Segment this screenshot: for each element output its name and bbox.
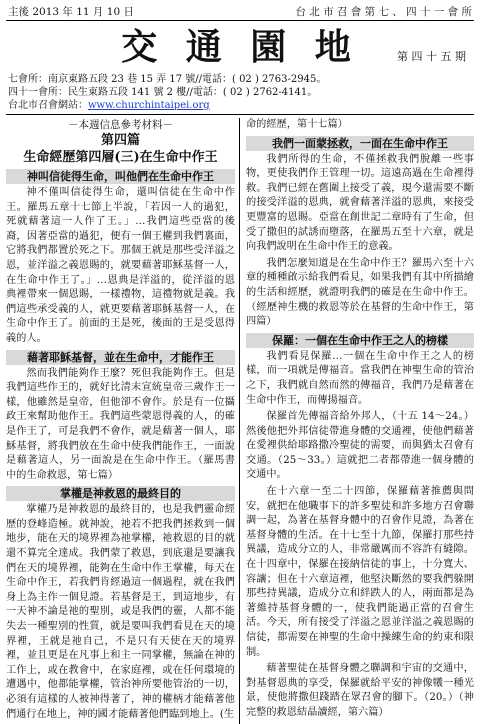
paragraph-7: 保羅首先傳福音給外邦人，（十五 14～24。）然後他把外邦信徒帶進身體的交通裡，使他們藉著在愛裡供給耶路撒冷聖徒的需要，而與猶太召會有交通。（25～33。）這就把二者都帶進一個身體的交通中。	[246, 411, 474, 481]
date-line: 主後 2013 年 11 月 10 日	[8, 6, 134, 18]
top-bar	[6, 6, 474, 21]
right-column	[240, 118, 474, 724]
left-column	[6, 118, 240, 724]
subheading-3: 掌權是神救恩的最終目的	[6, 486, 235, 501]
address-line-7: 七會所：南京東路五段 23 巷 15 弄 17 號//電話：( 02 ) 2763-2945。	[8, 74, 327, 85]
content-columns	[6, 118, 474, 724]
week-heading: 第四篇	[100, 133, 140, 148]
paragraph-5: 我們怎麼知道是在生命中作王？羅馬六至十六章的種種啟示給我們看見，如果我們有其中所描繪的生活和經歷，就證明我們的確是在生命中作王。（經歷神生機的救恩等於在基督的生命中作王，第四篇）	[246, 257, 474, 328]
masthead	[6, 21, 474, 73]
paragraph-3-continued: 命的經歷，第十七篇）	[246, 119, 348, 130]
paragraph-9: 藉著聖徒在基督身體之聯調和宇宙的交通中，對基督恩典的享受，保羅就給平安的神像犧一種光景，使他將撒但踐踏在眾召會的腳下。（20。）（神完整的救恩結晶讀經，第六篇）	[246, 663, 474, 718]
paragraph-6: 我們看見保羅…一個在生命中作王之人的榜樣，而一項就是傳福音。當我們在神聖生命的管治之下，我們就自然而然的傳福音，我們乃是藉著在生命中作王，而傳揚福音。	[246, 350, 474, 406]
subheading-2: 藉著耶穌基督，並在生命中，才能作王	[6, 350, 235, 365]
newsletter-title: 交 通 園 地	[121, 26, 359, 68]
website-line	[6, 99, 474, 115]
subheading-5: 保羅：一個在生命中作王之人的榜樣	[246, 333, 474, 348]
paragraph-8: 在十六章一至二十四節，保羅藉著推薦與問安，就把在他職事下的許多聖徒和許多地方召會聯調一起，為著在基督身體中的召會作見證，為著在基督身體的生活。在十七至十九節，保羅打那些持異議，造成分立的人，非常嚴厲而不容許有縫隙。在十四章中，保羅在接納信徒的事上，十分寬大、容讓；但在十六章這裡，他堅決斷然的要我們躲開那些持異議，造成分立和絆跌人的人，兩面都是為著維持基督身體的一，使我們能過正當的召會生活。今天，所有接受了洋溢之恩並洋溢之義恩賜的信徒，都需要在神聖的生命中操練生命的約束和限制。	[246, 486, 474, 658]
address-line-41: 四十一會所：民生東路五段 141 號 2 樓//電話：( 02 ) 2762-4141。	[8, 87, 318, 98]
issue-number: 第 四 十 五 期	[397, 50, 466, 63]
lesson-title: 生命經歷第四層(三)在生命中作王	[23, 150, 218, 165]
paragraph-4: 我們所得的生命，不僅拯救我們脫離一些事物，更使我們作王管理一切。這遠高過在生命裡得救。我們已經在舊圍上接受了義，現今還需要不斷的接受洋溢的恩典，就會藉著洋溢的恩典，來接受更豐富的恩賜。亞當在創世記二章時有了生命，但受了撒但的試誘而墮落，在羅馬五至十六章，就是向我們說明在生命中作王的意義。	[246, 153, 474, 253]
paragraph-1: 神不僅叫信徒得生命，還叫信徒在生命中作王。羅馬五章十七節上半說，「若因一人的過犯，死就藉著這一人作了王。」…我們這些亞當的後裔，因著亞當的過犯，便有一個王權到我們裏面，它將我們都置於死之下。那個王就是那些受洋溢之恩，並洋溢之義恩賜的，就要藉著耶穌基督一人，在生命中作王了。」…恩典是洋溢的，從洋溢的恩典裡帶來一個恩賜，一樣禮物，這禮物就是義。我們這些承受義的人，就更要藉著耶穌基督一人，在生命中作王了。前面的王是死，後面的王是受恩得義的人。	[6, 187, 235, 344]
paragraph-2: 然而我們能夠作王麼？死但我能夠作王。但是我們這些作王的，就好比清末宣統皇帝三歲作王一樣，他雖然是皇帝，但他卻不會作。於是有一位攝政王來幫助他作王。我們這些蒙恩得義的人，的確是作王了，可是我們不會作，就是藉著一個人，耶穌基督，將我們放在生命中使我們能作王，一面說是藉著這人，另一面說是在生命中作王。（羅馬書中的生命救恩，第七篇）	[6, 367, 235, 481]
subheading-4: 我們一面蒙拯救，一面在生命中作王	[246, 136, 474, 151]
website-label: 台北市召會網站：	[8, 100, 88, 111]
subheading-1: 神叫信徒得生命，叫他們在生命中作王	[6, 169, 235, 184]
church-line: 台 北 市 召 會 第 七 、 四 十 一 會 所	[295, 6, 472, 18]
section-header: －本週信息參考材料－	[68, 119, 173, 131]
paragraph-3: 掌權乃是神救恩的最終目的，也是我們靈命經歷的登峰造極。就神說，祂若不把我們拯救到一個地步，能在天的境界裡為祂掌權，祂救恩的目的就還不算完全達成。我們蒙了救恩，到底還是要讓我們在天的境界裡，能夠在生命中作王掌權，每天在生命中作王，若我們肯經過這一個過程，就在我們身上為主作一個見證。若基督是王，到這地步，有一天神不論是祂的聖別，或是我們的靈，人都不能失去一種聖別的性質，就是要叫我們看見在天的境界裡，王就是祂自己，不是只有天使在天的境界裡，並且更是在凡事上和主一同掌權，無論在神的工作上，或在教會中，在家庭裡，或在任何環境的遭遇中，他都能掌權，管治神所要他管治的一切，必須有這樣的人被神得著了，神的權柄才能藉著他們通行在地上，神的國才能藉著他們臨到地上。(生	[6, 504, 235, 720]
website-link[interactable]: www.churchintaipei.org	[88, 100, 210, 111]
